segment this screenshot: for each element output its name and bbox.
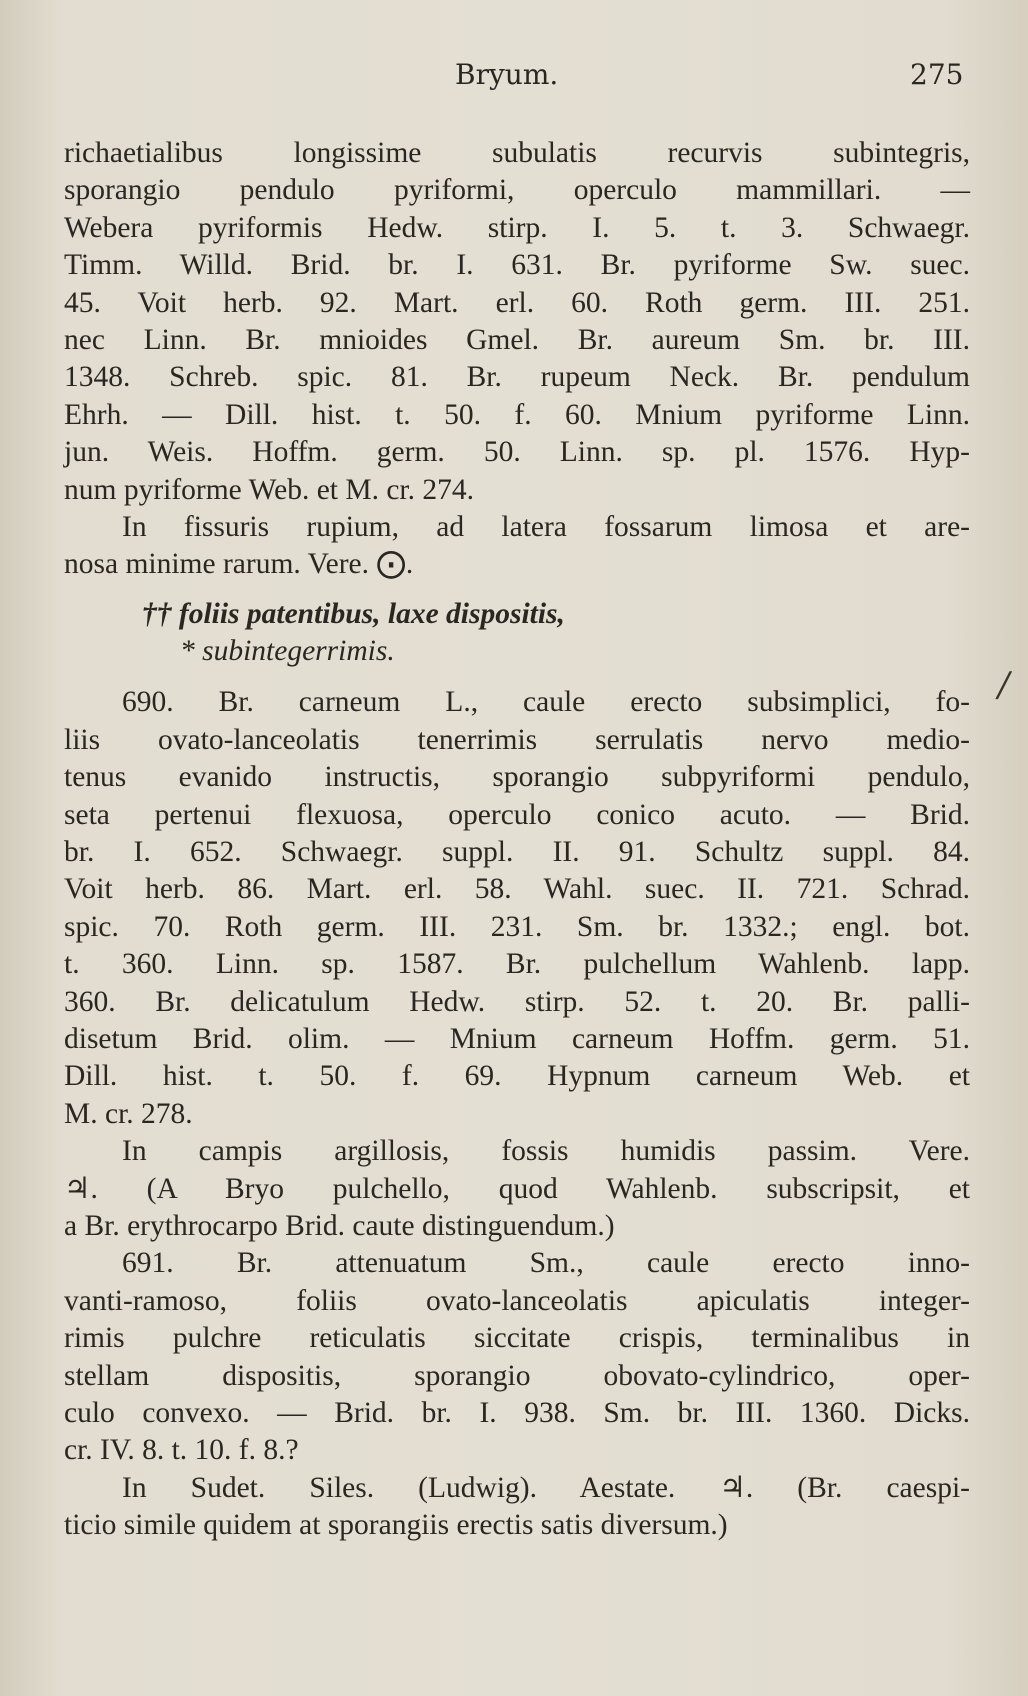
text-line: spic. 70. Roth germ. III. 231. Sm. br. 1332.; engl. bot.	[64, 910, 970, 943]
text-line: jun. Weis. Hoffm. germ. 50. Linn. sp. pl. 1576. Hyp-	[64, 436, 970, 469]
text-line: cr. IV. 8. t. 10. f. 8.?	[64, 1434, 299, 1467]
text-line: t. 360. Linn. sp. 1587. Br. pulchellum Wahlenb. lapp.	[64, 948, 970, 981]
text-line: nosa minime rarum. Vere. ⨀.	[64, 548, 414, 581]
page-header	[0, 58, 1028, 98]
text-line: tenus evanido instructis, sporangio subpyriformi pendulo,	[64, 761, 970, 794]
subsection-heading: * subintegerrimis.	[180, 635, 395, 668]
page-body	[64, 135, 970, 1544]
text-line: 691. Br. attenuatum Sm., caule erecto inno-	[122, 1247, 970, 1280]
text-line: ♃. (A Bryo pulchello, quod Wahlenb. subscripsit, et	[64, 1172, 970, 1205]
entry-690	[64, 684, 970, 1245]
text-line: liis ovato-lanceolatis tenerrimis serrulatis nervo medio-	[64, 723, 970, 756]
text-line: M. cr. 278.	[64, 1097, 193, 1130]
text-line: nec Linn. Br. mnioides Gmel. Br. aureum Sm. br. III.	[64, 323, 970, 356]
text-line: 360. Br. delicatulum Hedw. stirp. 52. t. 20. Br. palli-	[64, 985, 970, 1018]
running-title: Bryum.	[455, 58, 559, 91]
text-line: seta pertenui flexuosa, operculo conico acuto. — Brid.	[64, 798, 970, 831]
text-line: Timm. Willd. Brid. br. I. 631. Br. pyriforme Sw. suec.	[64, 249, 970, 282]
text-line: rimis pulchre reticulatis siccitate crispis, terminalibus in	[64, 1322, 970, 1355]
entry-691	[64, 1245, 970, 1544]
text-line: richaetialibus longissime subulatis recurvis subintegris,	[64, 137, 970, 169]
text-line: 45. Voit herb. 92. Mart. erl. 60. Roth germ. III. 251.	[64, 286, 970, 319]
text-line: In fissuris rupium, ad latera fossarum limosa et are-	[122, 510, 970, 543]
text-line: num pyriforme Web. et M. cr. 274.	[64, 473, 475, 506]
page-number: 275	[910, 58, 964, 91]
entry-continuation	[64, 135, 970, 584]
text-line: Dill. hist. t. 50. f. 69. Hypnum carneum Web. et	[64, 1060, 970, 1093]
section-heading: †† foliis patentibus, laxe dispositis,	[142, 597, 565, 630]
text-line: stellam dispositis, sporangio obovato-cylindrico, oper-	[64, 1359, 970, 1392]
text-line: sporangio pendulo pyriformi, operculo mammillari. —	[64, 174, 970, 207]
text-line: culo convexo. — Brid. br. I. 938. Sm. br. III. 1360. Dicks.	[64, 1396, 970, 1429]
text-line: Voit herb. 86. Mart. erl. 58. Wahl. suec. II. 721. Schrad.	[64, 873, 970, 906]
text-line: 690. Br. carneum L., caule erecto subsimplici, fo-	[122, 686, 970, 719]
text-line: disetum Brid. olim. — Mnium carneum Hoffm. germ. 51.	[64, 1022, 970, 1055]
margin-annotation: ∕	[998, 665, 1010, 705]
text-line: Ehrh. — Dill. hist. t. 50. f. 60. Mnium pyriforme Linn.	[64, 398, 970, 431]
text-line: br. I. 652. Schwaegr. suppl. II. 91. Schultz suppl. 84.	[64, 836, 970, 869]
text-line: In campis argillosis, fossis humidis passim. Vere.	[122, 1135, 970, 1168]
text-line: a Br. erythrocarpo Brid. caute distinguendum.)	[64, 1209, 615, 1242]
text-line: 1348. Schreb. spic. 81. Br. rupeum Neck. Br. pendulum	[64, 361, 970, 394]
text-line: vanti-ramoso, foliis ovato-lanceolatis apiculatis integer-	[64, 1284, 970, 1317]
text-line: In Sudet. Siles. (Ludwig). Aestate. ♃. (Br. caespi-	[122, 1471, 970, 1504]
text-line: ticio simile quidem at sporangiis erectis satis diversum.)	[64, 1509, 728, 1542]
text-line: Webera pyriformis Hedw. stirp. I. 5. t. 3. Schwaegr.	[64, 211, 970, 244]
